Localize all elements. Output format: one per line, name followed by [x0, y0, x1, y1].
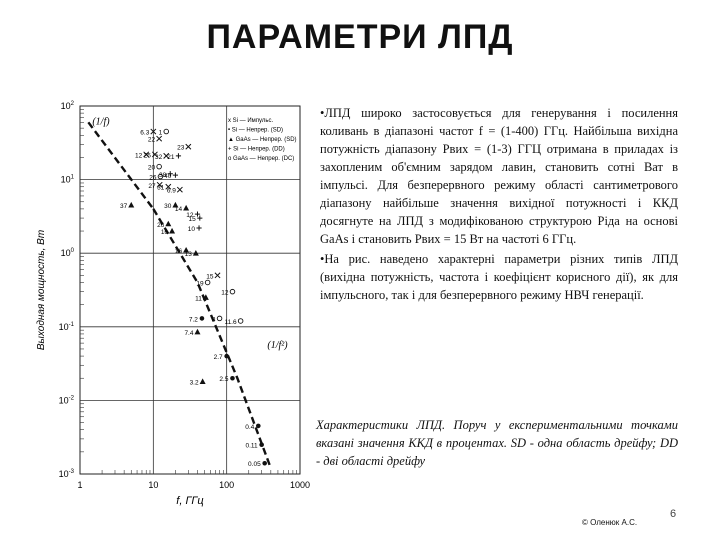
point-label: 19: [196, 280, 204, 288]
data-point: [164, 173, 178, 181]
point-label: 11: [195, 295, 202, 303]
point-label: 0.4: [245, 423, 255, 431]
point-label: 37: [120, 203, 128, 211]
y-tick-label: $10^1$: [60, 174, 74, 185]
point-label: 31: [157, 184, 165, 192]
point-marker-triangle: [200, 378, 206, 384]
point-marker-triangle: [194, 329, 200, 335]
point-label: 8: [211, 316, 216, 324]
point-label: 7.4: [184, 329, 194, 337]
point-label: 2.7: [213, 354, 223, 362]
point-marker-x: [157, 136, 162, 141]
point-marker-circle: [205, 280, 210, 285]
point-marker-circle: [217, 316, 222, 321]
y-tick-label: $10^{-3}$: [58, 469, 74, 479]
point-label: 7.2: [188, 316, 198, 324]
point-marker-plus: [176, 153, 181, 158]
data-point: [212, 316, 222, 323]
point-label: 27: [148, 182, 156, 190]
data-point: [185, 250, 199, 258]
point-label: 16: [174, 248, 183, 256]
point-marker-triangle: [169, 228, 175, 234]
legend-entry: o GaAs — Непрер. (DC): [228, 156, 295, 162]
point-label: 13: [184, 251, 192, 259]
point-label: 20: [147, 164, 156, 172]
point-marker-dot: [200, 316, 205, 321]
point-label: 1: [158, 129, 163, 137]
data-point: [190, 378, 206, 386]
legend-entry: + Si — Непрер. (DD): [228, 146, 285, 153]
point-label: 22: [147, 136, 156, 144]
x-tick-label: 10: [148, 480, 159, 490]
data-point: [245, 424, 260, 431]
point-label: 0.11: [245, 442, 258, 450]
point-marker-dot: [262, 461, 267, 466]
point-marker-x: [186, 144, 191, 149]
y-tick-label: $10^{-2}$: [58, 395, 74, 406]
data-point: [206, 273, 220, 281]
point-label: 6.3: [140, 129, 150, 137]
bullet-1: •ЛПД широко застосовується для генерування і посилення коливань в діапазоні частот f = (1-400) ГГц. Найбільша вихідна потужність діапазону Pвих = (1-3) ГГЦ отримана в приладах із захопленим об'ємним зарядом лавин, становить сотні Ват в імпульсі. Для безперервного режиму області сантиметрового діапазону найбільше значення вихідної потужності і ККД досягнуте на ЛПД з модифікованою структурою Ріда на основі GaAs і становить Pвих = 15 Вт на частоті 6 ГГц.: [320, 106, 678, 246]
data-point: [167, 187, 183, 195]
legend-entry: ▲ GaAs — Непрер. (SD): [228, 137, 297, 143]
y-tick-label: $10^0$: [60, 248, 74, 259]
point-marker-x: [215, 273, 220, 278]
x-tick-label: 1000: [289, 480, 310, 490]
data-point: [161, 228, 175, 236]
point-label: 12: [134, 152, 143, 160]
body-text: [320, 104, 678, 306]
point-marker-circle: [238, 319, 243, 324]
point-marker-circle: [164, 129, 169, 134]
point-marker-dot: [224, 354, 229, 359]
chart: [28, 92, 310, 512]
point-marker-circle: [230, 289, 235, 294]
figure-caption: Характеристики ЛПД. Поруч у експериментальними точками вказані значення ККД в процентах. SD - одна область дрейфу; DD - дві області дрейфу: [316, 418, 678, 468]
point-marker-dot: [259, 442, 264, 447]
point-label: 23: [177, 144, 185, 152]
data-point: [148, 136, 162, 144]
point-label: 26: [149, 174, 157, 182]
data-point: [189, 215, 203, 223]
data-point: [120, 202, 134, 210]
data-point: [248, 461, 267, 468]
legend-entry: x Si — Импульс.: [228, 118, 274, 124]
legend: [228, 118, 297, 162]
point-label: 32: [155, 153, 163, 161]
data-point: [177, 144, 191, 152]
point-marker-dot: [230, 376, 235, 381]
y-axis-label: Выходная мощность, Вт: [36, 229, 47, 351]
point-label: 12: [186, 212, 194, 220]
data-point: [245, 442, 263, 449]
bullet-2: •На рис. наведено характерні параметри різних типів ЛПД (вихідна потужність, частота і коефіцієнт корисного дії), як для імпульсного, так і для безперервного режиму НВЧ генерації.: [320, 252, 678, 302]
data-point: [159, 129, 169, 136]
point-marker-triangle: [183, 205, 189, 211]
trend-label: (1/f): [92, 116, 110, 128]
point-label: 12: [221, 289, 229, 297]
data-point: [184, 329, 200, 337]
point-marker-triangle: [165, 221, 171, 227]
x-tick-label: 100: [219, 480, 235, 490]
legend-entry: • Si — Непрер. (SD): [228, 127, 284, 134]
point-label: 26: [157, 221, 165, 229]
point-label: 6.9: [166, 187, 176, 195]
x-tick-label: 1: [77, 480, 83, 490]
point-label: 0.05: [248, 461, 261, 469]
data-point: [188, 225, 202, 233]
point-marker-plus: [173, 173, 178, 178]
author-credit: © Оленюк А.С.: [582, 518, 638, 527]
data-point: [148, 164, 162, 171]
point-label: 15: [206, 273, 214, 281]
point-label: 16: [160, 229, 169, 237]
point-marker-dot: [256, 424, 261, 429]
point-label: 25: [143, 152, 151, 160]
point-marker-plus: [196, 225, 201, 230]
slide-title: ПАРАМЕТРИ ЛПД: [206, 18, 514, 56]
trend-label: (1/f²): [267, 340, 288, 352]
y-tick-label: $10^2$: [60, 101, 74, 111]
data-point: [196, 280, 210, 287]
point-label: 30: [164, 203, 172, 211]
point-label: 15: [188, 216, 196, 224]
point-label: 3.2: [189, 379, 199, 387]
point-marker-x: [177, 187, 182, 192]
data-point: [219, 376, 234, 383]
y-tick-label: $10^{-1}$: [58, 321, 74, 332]
point-label: 40: [164, 173, 172, 181]
point-marker-triangle: [128, 202, 134, 208]
data-point: [167, 153, 181, 161]
x-axis-label: f, ГГц: [176, 495, 204, 507]
point-marker-circle: [157, 164, 162, 169]
data-point: [189, 316, 204, 323]
data-point: [224, 319, 242, 326]
point-label: 38: [158, 171, 167, 179]
trend-layer: [88, 116, 288, 468]
page-number: 6: [670, 508, 677, 520]
chart-svg: [28, 92, 310, 512]
data-point: [157, 221, 171, 229]
data-point: [221, 289, 235, 296]
point-label: 10: [187, 225, 196, 233]
point-label: 2.5: [219, 376, 229, 384]
point-label: 21: [167, 153, 175, 161]
point-label: 14: [174, 206, 183, 214]
point-label: 11.6: [224, 318, 237, 326]
